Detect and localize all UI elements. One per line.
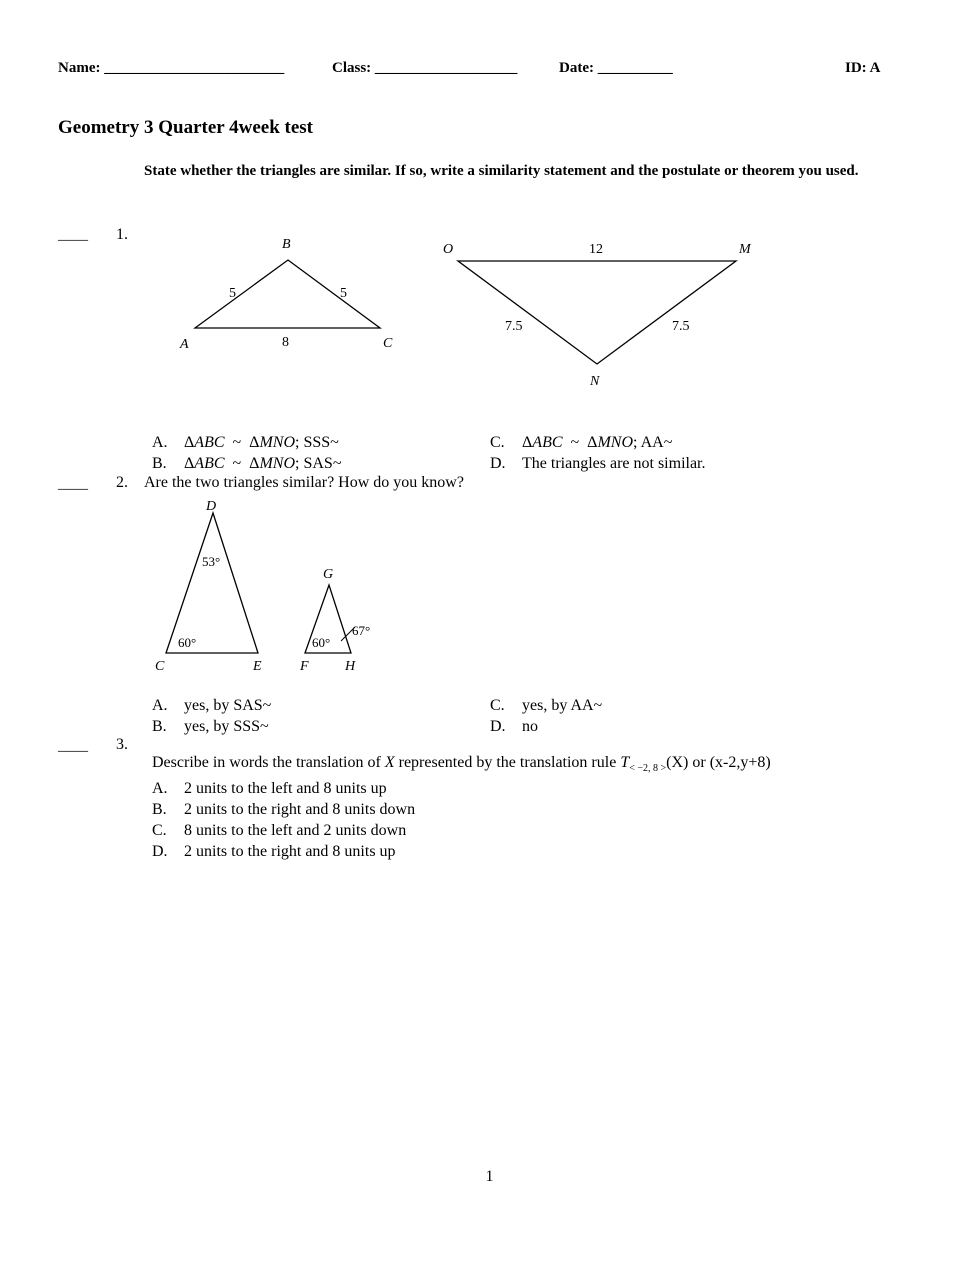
- option-text: The triangles are not similar.: [522, 455, 706, 472]
- q1-option-d[interactable]: [482, 437, 706, 473]
- side-label-mn: 7.5: [672, 319, 690, 334]
- q3-rule-t: T: [620, 754, 630, 771]
- vertex-label-b: B: [282, 237, 291, 252]
- option-text: yes, by AA~: [522, 697, 603, 714]
- date-field-label: Date: __________: [559, 60, 673, 76]
- question-number-1: 1.: [116, 226, 128, 243]
- option-delta: Δ: [184, 434, 195, 451]
- angle-label-f: 60°: [312, 635, 331, 650]
- answer-blank-3[interactable]: ____: [58, 738, 88, 754]
- q3-text-pre: Describe in words the translation of: [152, 754, 385, 771]
- name-field-label: Name: ________________________: [58, 60, 285, 76]
- option-triangle-2: MNO: [259, 434, 296, 451]
- option-triangle-1: ABC: [532, 434, 563, 451]
- option-triangle-2: MNO: [597, 434, 634, 451]
- vertex-label-d: D: [206, 499, 217, 514]
- answer-blank-2[interactable]: ____: [58, 476, 88, 492]
- question-text-2: Are the two triangles similar? How do you know?: [144, 474, 464, 491]
- q2-option-d[interactable]: [482, 700, 538, 736]
- instructions: State whether the triangles are similar. If so, write a similarity statement and the postulate or theorem you used.: [144, 163, 859, 179]
- q3-rule-arg: (X): [666, 754, 689, 771]
- option-letter: D.: [490, 455, 506, 472]
- option-reason: ; AA~: [633, 434, 673, 451]
- vertex-label-h: H: [345, 659, 356, 674]
- vertex-label-m: M: [739, 242, 751, 257]
- option-letter: B.: [152, 801, 167, 818]
- q2-option-b[interactable]: [144, 700, 269, 736]
- option-letter: D.: [152, 843, 168, 860]
- answer-blank-1[interactable]: ____: [58, 227, 88, 243]
- triangle-dce: [166, 513, 258, 653]
- side-label-bc: 5: [340, 286, 347, 301]
- vertex-label-o: O: [443, 242, 454, 257]
- option-letter: C.: [490, 697, 505, 714]
- option-text: 2 units to the left and 8 units up: [184, 780, 387, 797]
- option-letter: A.: [152, 434, 168, 451]
- class-field-label: Class: ___________________: [332, 60, 518, 76]
- option-similar-sign: ~ Δ: [562, 434, 598, 451]
- vertex-label-a: A: [180, 337, 189, 352]
- side-label-on: 7.5: [505, 319, 523, 334]
- option-letter: A.: [152, 780, 168, 797]
- q1-option-b[interactable]: [144, 437, 341, 473]
- vertex-label-e: E: [253, 659, 262, 674]
- option-letter: D.: [490, 718, 506, 735]
- option-letter: A.: [152, 697, 168, 714]
- option-triangle-2: MNO: [259, 455, 296, 472]
- vertex-label-n: N: [590, 374, 600, 389]
- option-delta: Δ: [522, 434, 533, 451]
- triangle-omn-figure: [430, 235, 770, 390]
- option-reason: ; SAS~: [295, 455, 342, 472]
- angle-label-h: 67°: [352, 623, 371, 638]
- option-text: 8 units to the left and 2 units down: [184, 822, 407, 839]
- page-number: 1: [485, 1168, 494, 1185]
- side-label-om: 12: [589, 242, 603, 257]
- triangle-fgh-figure: [295, 563, 395, 678]
- triangle-omn: [458, 261, 736, 364]
- triangle-abc-figure: [170, 230, 400, 355]
- page-title: Geometry 3 Quarter 4week test: [58, 117, 313, 138]
- q3-text-post: or (x-2,y+8): [688, 754, 771, 771]
- option-letter: C.: [152, 822, 167, 839]
- question-number-3: 3.: [116, 736, 128, 753]
- side-label-ac: 8: [282, 335, 289, 350]
- q3-option-d[interactable]: [144, 825, 396, 861]
- question-number-2: 2.: [116, 474, 128, 491]
- option-similar-sign: ~ Δ: [224, 434, 260, 451]
- option-triangle-1: ABC: [194, 455, 225, 472]
- option-text: yes, by SSS~: [184, 718, 269, 735]
- angle-label-c: 60°: [178, 635, 197, 650]
- option-text: 2 units to the right and 8 units down: [184, 801, 416, 818]
- angle-label-d: 53°: [202, 554, 221, 569]
- option-text: no: [522, 718, 538, 735]
- triangle-dce-figure: [150, 495, 280, 680]
- vertex-label-c: C: [155, 659, 165, 674]
- q3-variable-x: X: [384, 754, 395, 771]
- option-letter: C.: [490, 434, 505, 451]
- test-id: ID: A: [845, 60, 881, 76]
- option-delta: Δ: [184, 455, 195, 472]
- vertex-label-g: G: [323, 567, 334, 582]
- q3-rule-subscript: < −2, 8 >: [629, 763, 667, 774]
- option-reason: ; SSS~: [295, 434, 339, 451]
- option-text: yes, by SAS~: [184, 697, 272, 714]
- triangle-abc: [195, 260, 380, 328]
- vertex-label-c: C: [383, 336, 393, 351]
- side-label-ab: 5: [229, 286, 236, 301]
- option-similar-sign: ~ Δ: [224, 455, 260, 472]
- q3-text-mid: represented by the translation rule: [394, 754, 621, 771]
- option-text: 2 units to the right and 8 units up: [184, 843, 396, 860]
- option-letter: B.: [152, 718, 167, 735]
- option-triangle-1: ABC: [194, 434, 225, 451]
- vertex-label-f: F: [300, 659, 309, 674]
- option-letter: B.: [152, 455, 167, 472]
